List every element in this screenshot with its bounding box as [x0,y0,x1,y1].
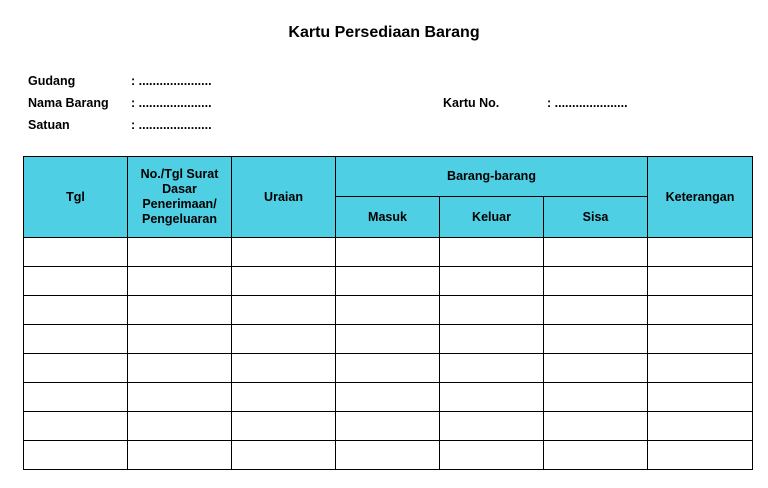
table-cell[interactable] [336,296,440,325]
table-row [24,383,753,412]
table-cell[interactable] [128,325,232,354]
table-cell[interactable] [128,238,232,267]
table-cell[interactable] [336,354,440,383]
table-cell[interactable] [544,383,648,412]
table-cell[interactable] [544,238,648,267]
table-cell[interactable] [24,296,128,325]
header-keluar: Keluar [440,197,544,238]
table-cell[interactable] [232,354,336,383]
table-cell[interactable] [128,296,232,325]
table-cell[interactable] [336,412,440,441]
field-value: : ..................... [131,96,212,110]
inventory-table [23,156,753,470]
field-value: : ..................... [547,96,628,110]
table-cell[interactable] [648,238,753,267]
table-cell[interactable] [544,296,648,325]
table-cell[interactable] [648,296,753,325]
table-cell[interactable] [24,441,128,470]
table-row [24,412,753,441]
table-cell[interactable] [648,412,753,441]
header-tgl: Tgl [24,157,128,238]
header-no-tgl-surat: No./Tgl Surat Dasar Penerimaan/ Pengeluaran [128,157,232,238]
header-uraian: Uraian [232,157,336,238]
table-cell[interactable] [232,296,336,325]
table-cell[interactable] [336,238,440,267]
field-label: Kartu No. [443,96,500,110]
table-row [24,296,753,325]
table-cell[interactable] [24,412,128,441]
table-cell[interactable] [440,296,544,325]
table-cell[interactable] [544,267,648,296]
table-cell[interactable] [440,383,544,412]
header-keterangan: Keterangan [648,157,753,238]
table-cell[interactable] [336,325,440,354]
table-cell[interactable] [544,325,648,354]
table-cell[interactable] [128,267,232,296]
table-cell[interactable] [544,441,648,470]
table-cell[interactable] [544,354,648,383]
table-cell[interactable] [336,441,440,470]
table-cell[interactable] [128,354,232,383]
table-cell[interactable] [648,441,753,470]
table-cell[interactable] [232,325,336,354]
table-cell[interactable] [24,325,128,354]
page-title: Kartu Persediaan Barang [288,24,480,41]
table-cell[interactable] [128,412,232,441]
table-cell[interactable] [440,238,544,267]
table-row [24,325,753,354]
table-body [24,238,753,470]
field-label: Gudang [28,74,76,88]
field-value: : ..................... [131,74,212,88]
table-cell[interactable] [128,441,232,470]
table-cell[interactable] [648,383,753,412]
table-cell[interactable] [232,441,336,470]
header-masuk: Masuk [336,197,440,238]
table-row [24,441,753,470]
table-row [24,267,753,296]
table-cell[interactable] [440,354,544,383]
table-cell[interactable] [544,412,648,441]
table-cell[interactable] [440,325,544,354]
header-barang-barang: Barang-barang [336,157,648,197]
table-cell[interactable] [24,238,128,267]
table-cell[interactable] [232,412,336,441]
table-row [24,354,753,383]
table-cell[interactable] [232,238,336,267]
table-cell[interactable] [648,325,753,354]
table-cell[interactable] [440,441,544,470]
table-cell[interactable] [648,267,753,296]
table-cell[interactable] [336,267,440,296]
header-sisa: Sisa [544,197,648,238]
table-cell[interactable] [336,383,440,412]
table-cell[interactable] [232,383,336,412]
table-cell[interactable] [232,267,336,296]
table-cell[interactable] [648,354,753,383]
field-label: Satuan [28,118,70,132]
field-value: : ..................... [131,118,212,132]
table-cell[interactable] [440,412,544,441]
field-label: Nama Barang [28,96,109,110]
table-cell[interactable] [440,267,544,296]
table-cell[interactable] [128,383,232,412]
table-cell[interactable] [24,267,128,296]
table-cell[interactable] [24,383,128,412]
table-cell[interactable] [24,354,128,383]
table-row [24,238,753,267]
